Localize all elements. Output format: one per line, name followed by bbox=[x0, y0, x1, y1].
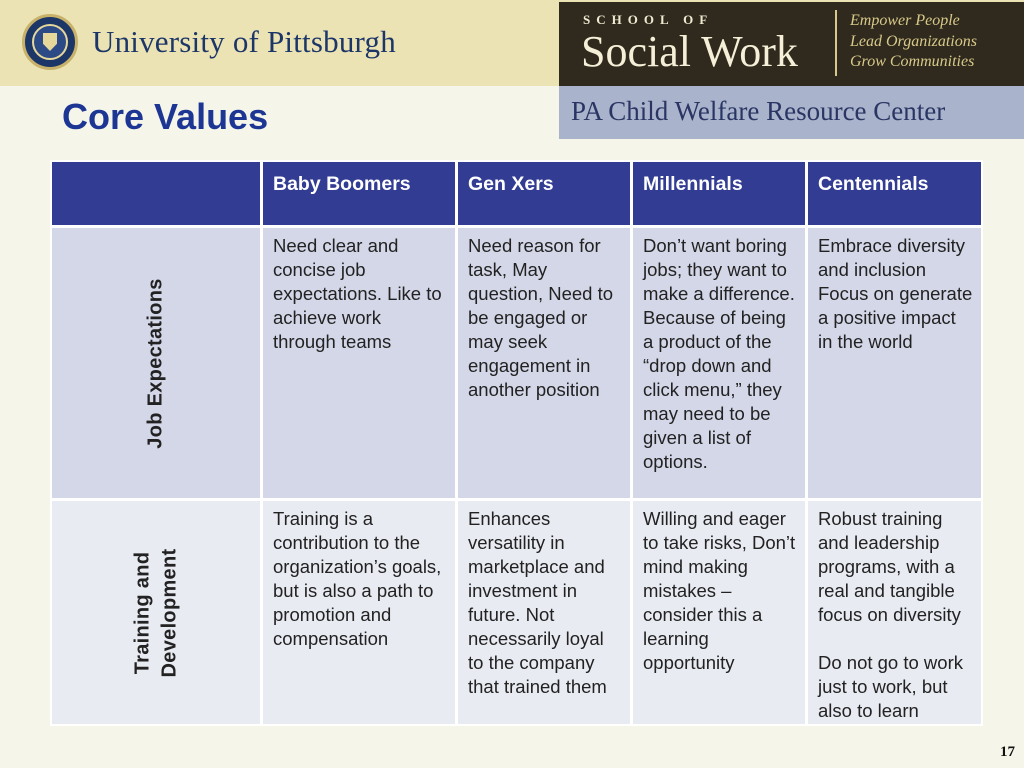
table-cell: Need clear and concise job expectations. Like to achieve work through teams bbox=[263, 228, 455, 498]
column-header-gen-xers: Gen Xers bbox=[458, 162, 630, 225]
university-name: University of Pittsburgh bbox=[92, 24, 396, 59]
logo-divider bbox=[835, 10, 837, 76]
tagline-1: Empower People bbox=[850, 12, 960, 29]
tagline-2: Lead Organizations bbox=[850, 33, 977, 50]
school-of-social-work-logo bbox=[559, 2, 1024, 86]
row-label-job-expectations bbox=[52, 228, 260, 498]
column-header-baby-boomers: Baby Boomers bbox=[263, 162, 455, 225]
core-values-table bbox=[50, 160, 983, 726]
tagline-3: Grow Communities bbox=[850, 53, 975, 70]
row-label-training-and-development bbox=[52, 501, 260, 724]
table-cell: Robust training and leadership programs, with a real and tangible focus on diversity Do not go to work just to work, but also to learn bbox=[808, 501, 981, 724]
table-cell: Need reason for task, May question, Need to be engaged or may seek engagement in another position bbox=[458, 228, 630, 498]
slide-number: 17 bbox=[1000, 744, 1015, 760]
page-title: Core Values bbox=[62, 96, 269, 137]
table-cell: Embrace diversity and inclusion Focus on generate a positive impact in the world bbox=[808, 228, 981, 498]
row-label-text: Training and Development bbox=[130, 548, 180, 677]
university-seal-icon bbox=[22, 14, 78, 70]
table-cell: Enhances versatility in marketplace and investment in future. Not necessarily loyal to the company that trained them bbox=[458, 501, 630, 724]
table-cell: Don’t want boring jobs; they want to make a difference. Because of being a product of the “drop down and click menu,” they may need to be given a list of options. bbox=[633, 228, 805, 498]
column-header-centennials: Centennials bbox=[808, 162, 981, 225]
column-header-millennials: Millennials bbox=[633, 162, 805, 225]
school-of-label: SCHOOL OF bbox=[583, 12, 714, 27]
social-work-label: Social Work bbox=[581, 27, 798, 76]
resource-center-name: PA Child Welfare Resource Center bbox=[571, 96, 946, 126]
resource-center-bar bbox=[559, 86, 1024, 139]
row-label-text: Job Expectations bbox=[144, 277, 167, 449]
table-cell: Willing and eager to take risks, Don’t mind making mistakes – consider this a learning opportunity bbox=[633, 501, 805, 724]
table-corner-cell bbox=[52, 162, 260, 225]
table-cell: Training is a contribution to the organization’s goals, but is also a path to promotion and compensation bbox=[263, 501, 455, 724]
